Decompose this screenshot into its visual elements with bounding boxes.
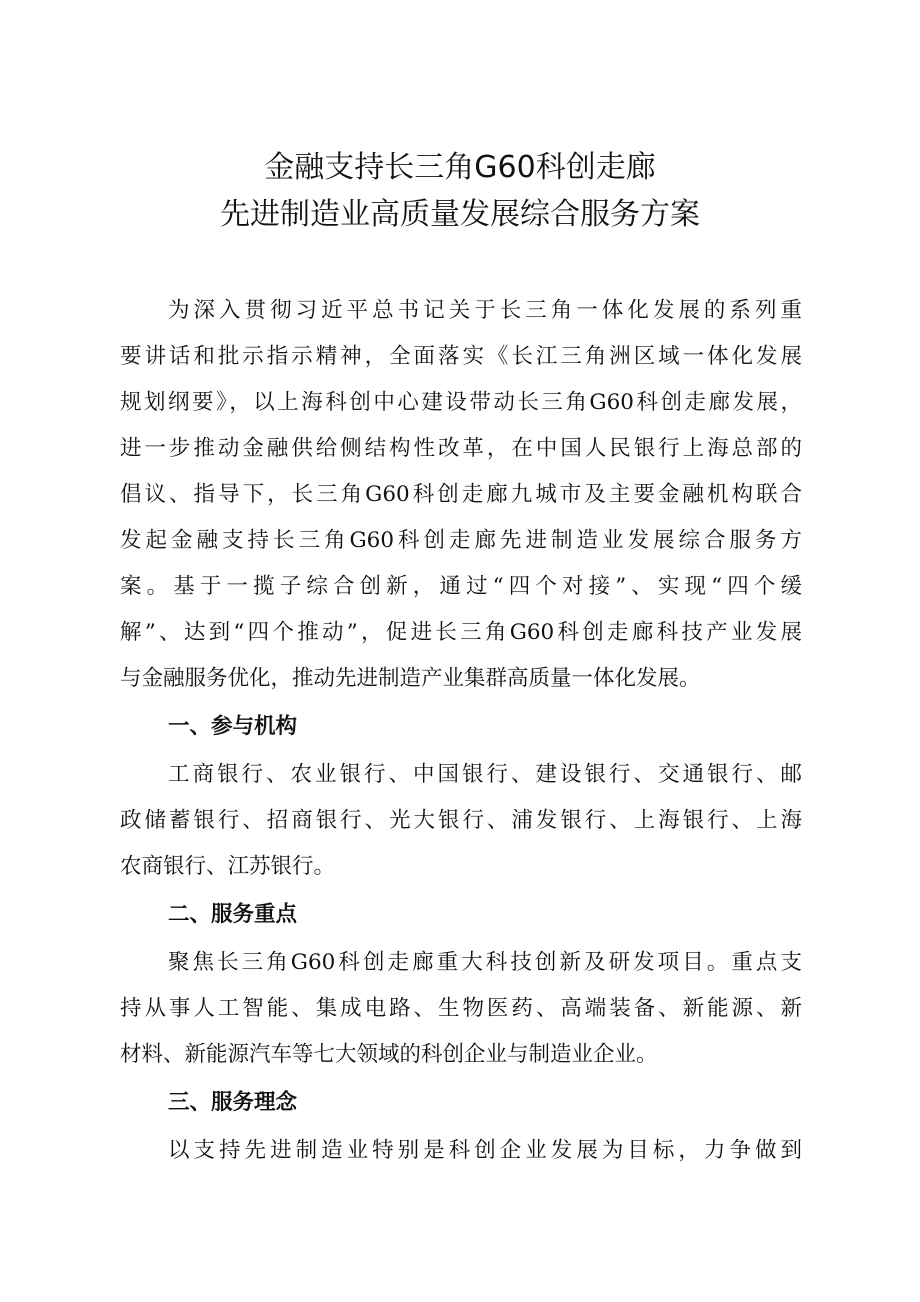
- section2-line: 持从事人工智能、集成电路、生物医药、高端装备、新能源、新: [120, 996, 802, 1021]
- section-heading-participants: 一、参与机构: [168, 714, 298, 739]
- intro-line: 进一步推动金融供给侧结构性改革，在中国人民银行上海总部的: [120, 436, 802, 461]
- intro-line: 与金融服务优化，推动先进制造产业集群高质量一体化发展。: [120, 666, 701, 691]
- intro-line: 倡议、指导下，长三角G60科创走廊九城市及主要金融机构联合: [120, 482, 802, 507]
- document-title-line-1: 金融支持长三角G60科创走廊: [264, 150, 656, 185]
- intro-line: 要讲话和批示指示精神，全面落实《长江三角洲区域一体化发展: [120, 344, 802, 369]
- section2-line: 聚焦长三角G60科创走廊重大科技创新及研发项目。重点支: [168, 950, 802, 975]
- intro-line: 案。基于一揽子综合创新，通过“四个对接”、实现“四个缓: [120, 574, 802, 599]
- intro-line: 发起金融支持长三角G60科创走廊先进制造业发展综合服务方: [120, 528, 802, 553]
- section1-line: 工商银行、农业银行、中国银行、建设银行、交通银行、邮: [168, 762, 802, 787]
- intro-line: 为深入贯彻习近平总书记关于长三角一体化发展的系列重: [168, 298, 802, 323]
- section3-line: 以支持先进制造业特别是科创企业发展为目标，力争做到: [168, 1138, 802, 1163]
- section1-line: 政储蓄银行、招商银行、光大银行、浦发银行、上海银行、上海: [120, 808, 802, 833]
- intro-line: 解”、达到“四个推动”，促进长三角G60科创走廊科技产业发展: [120, 620, 802, 645]
- section1-line: 农商银行、江苏银行。: [120, 854, 336, 879]
- document-title-line-2: 先进制造业高质量发展综合服务方案: [220, 197, 700, 232]
- section-heading-service-focus: 二、服务重点: [168, 902, 298, 927]
- section-heading-service-philosophy: 三、服务理念: [168, 1090, 298, 1115]
- section2-line: 材料、新能源汽车等七大领域的科创企业与制造业企业。: [120, 1042, 658, 1067]
- intro-line: 规划纲要》，以上海科创中心建设带动长三角G60科创走廊发展，: [120, 390, 802, 415]
